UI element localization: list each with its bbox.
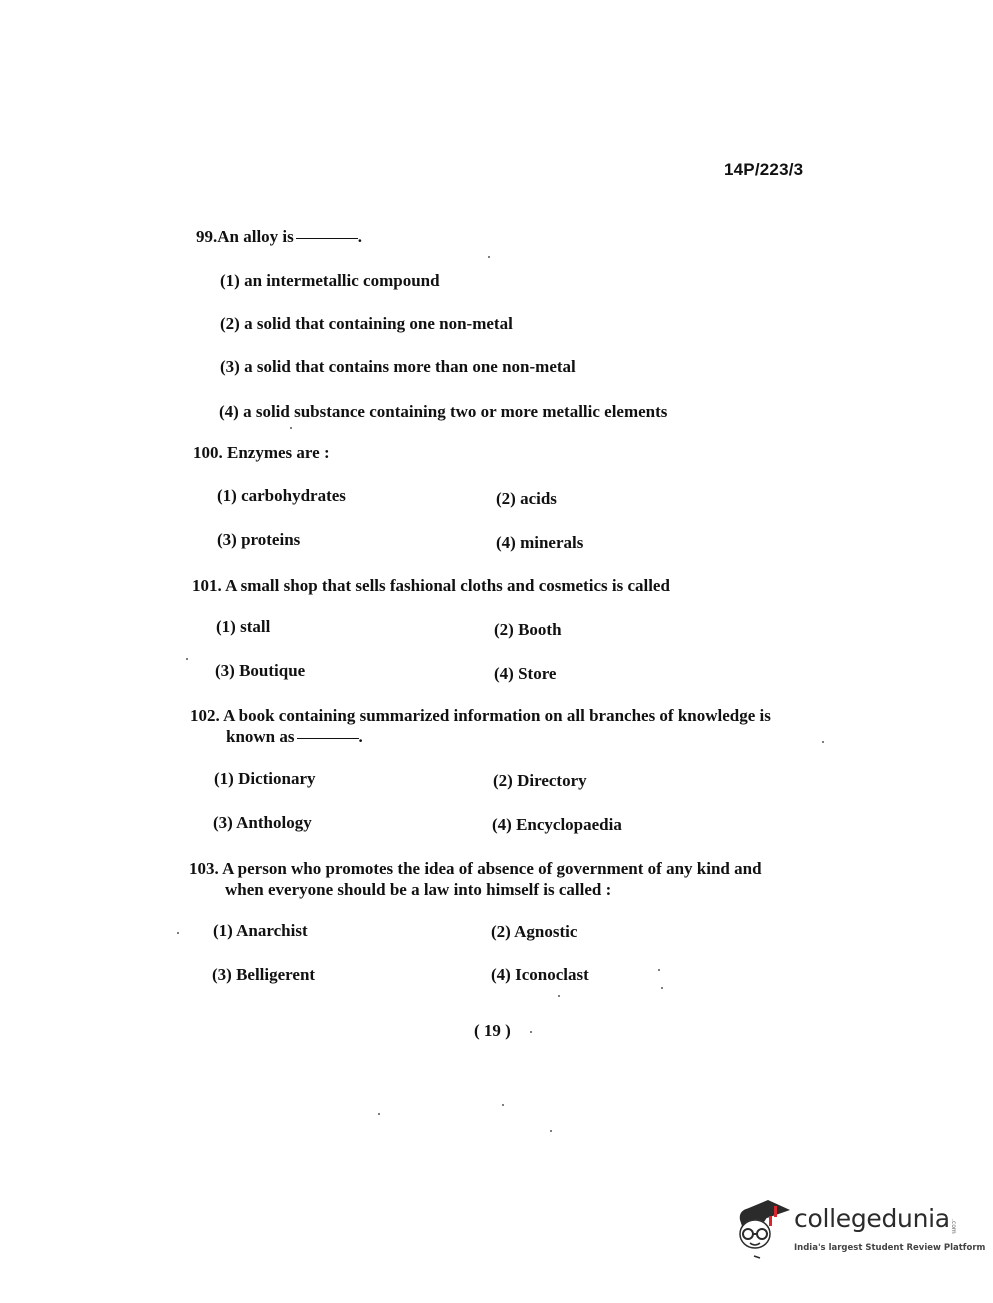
question-number: 99. [196, 227, 218, 246]
question-text: Enzymes are : [227, 443, 330, 462]
option-1: (1) Anarchist [213, 921, 308, 940]
option-2: (2) a solid that containing one non-metal [220, 314, 513, 333]
question-number: 102. [190, 706, 220, 725]
option-4: (4) minerals [496, 533, 584, 552]
scan-speck [822, 741, 824, 743]
scan-speck [502, 1104, 504, 1106]
question-text: A person who promotes the idea of absence of government of any kind and [222, 859, 762, 878]
scan-speck [177, 932, 179, 934]
scan-speck [290, 427, 292, 429]
question-text: An alloy is [217, 227, 294, 246]
question-stem [190, 705, 771, 747]
option-2: (2) acids [496, 489, 557, 508]
scan-speck [558, 995, 560, 997]
scan-speck [378, 1113, 380, 1115]
option-4: (4) Store [494, 664, 557, 683]
question-number: 100. [193, 443, 223, 462]
scan-speck [658, 969, 660, 971]
question-number: 103. [189, 859, 219, 878]
option-4: (4) Encyclopaedia [492, 815, 622, 834]
logo-wordmark: collegedunia [794, 1204, 950, 1233]
answer-blank [296, 238, 358, 239]
paper-code: 14P/223/3 [724, 160, 804, 179]
option-1: (1) carbohydrates [217, 486, 346, 505]
question-stem [192, 575, 670, 596]
question-text: A small shop that sells fashional cloths and cosmetics is called [225, 576, 670, 595]
logo-tagline: India's largest Student Review Platform [794, 1243, 986, 1253]
question-stem: 99.An alloy is . [196, 227, 363, 246]
question-stem [193, 442, 330, 463]
option-2: (2) Directory [493, 771, 587, 790]
option-1: (1) stall [216, 617, 271, 636]
answer-blank [297, 738, 359, 739]
question-stem [189, 858, 762, 900]
option-3: (3) Anthology [213, 813, 312, 832]
option-4: (4) Iconoclast [491, 965, 589, 984]
scan-speck [550, 1130, 552, 1132]
scan-speck [661, 987, 663, 989]
question-text: A book containing summarized information on all branches of knowledge is [223, 706, 771, 725]
scan-speck [488, 256, 490, 258]
collegedunia-mascot-icon [734, 1196, 792, 1260]
option-3: (3) Boutique [215, 661, 306, 680]
question-number: 101. [192, 576, 222, 595]
option-3: (3) proteins [217, 530, 301, 549]
scan-speck [530, 1031, 532, 1033]
collegedunia-watermark [734, 1196, 986, 1266]
option-1: (1) an intermetallic compound [220, 271, 440, 290]
option-4: (4) a solid substance containing two or more metallic elements [219, 402, 668, 421]
question-text-line2: when everyone should be a law into himself is called : [225, 880, 612, 899]
option-2: (2) Booth [494, 620, 562, 639]
question-text-line2: known as . [226, 727, 363, 746]
option-1: (1) Dictionary [214, 769, 316, 788]
scan-speck [186, 658, 188, 660]
option-3: (3) Belligerent [212, 965, 316, 984]
page-number: ( 19 ) [474, 1021, 511, 1040]
option-3: (3) a solid that contains more than one non-metal [220, 357, 576, 376]
option-2: (2) Agnostic [491, 922, 578, 941]
logo-domain: .com [950, 1219, 957, 1234]
